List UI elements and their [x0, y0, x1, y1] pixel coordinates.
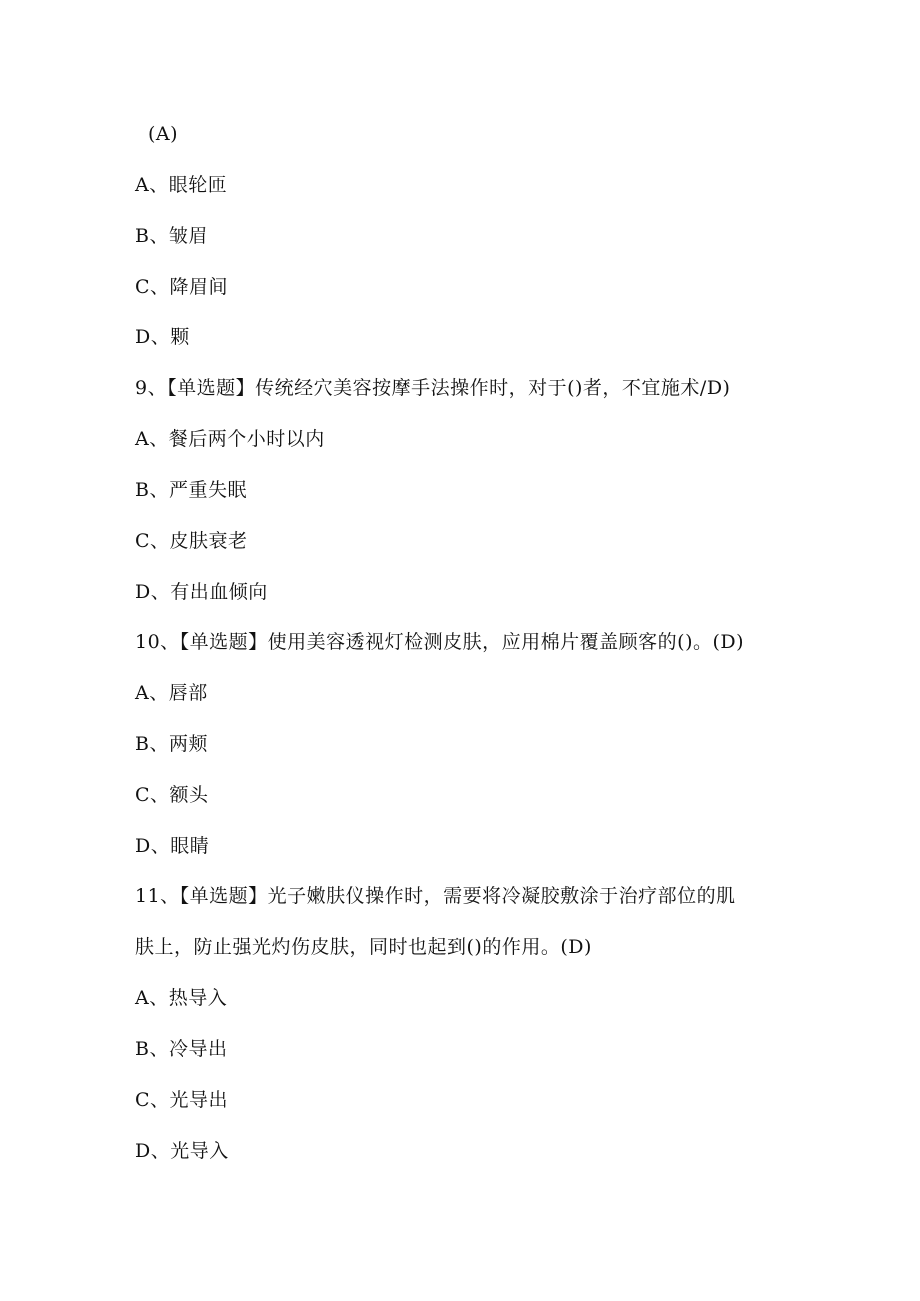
q9-option-c: C、皮肤衰老 — [135, 530, 248, 552]
q8-option-a: A、眼轮匝 — [135, 174, 228, 196]
question-10: 10、【单选题】使用美容透视灯检测皮肤，应用棉片覆盖顾客的()。(D) — [135, 631, 745, 653]
q10-option-d: D、眼睛 — [135, 835, 210, 857]
q9-option-b: B、严重失眠 — [135, 479, 247, 501]
q10-option-c: C、额头 — [135, 784, 209, 806]
question-11: 11、【单选题】光子嫩肤仪操作时，需要将冷凝胶敷涂于治疗部位的肌 — [135, 885, 736, 907]
question-9: 9、【单选题】传统经穴美容按摩手法操作时，对于()者，不宜施术/D) — [135, 377, 731, 399]
q9-option-a: A、餐后两个小时以内 — [135, 428, 325, 450]
q10-option-a: A、唇部 — [135, 682, 208, 704]
question-11-continued: 肤上，防止强光灼伤皮肤，同时也起到()的作用。(D) — [135, 936, 592, 958]
previous-answer: (A) — [148, 123, 179, 145]
q8-option-b: B、皱眉 — [135, 225, 208, 247]
q11-option-b: B、冷导出 — [135, 1038, 228, 1060]
q11-option-d: D、光导入 — [135, 1140, 229, 1162]
q9-option-d: D、有出血倾向 — [135, 581, 268, 603]
q10-option-b: B、两颊 — [135, 733, 208, 755]
q11-option-c: C、光导出 — [135, 1089, 229, 1111]
q8-option-c: C、降眉间 — [135, 276, 229, 298]
q11-option-a: A、热导入 — [135, 987, 228, 1009]
q8-option-d: D、颗 — [135, 326, 190, 348]
